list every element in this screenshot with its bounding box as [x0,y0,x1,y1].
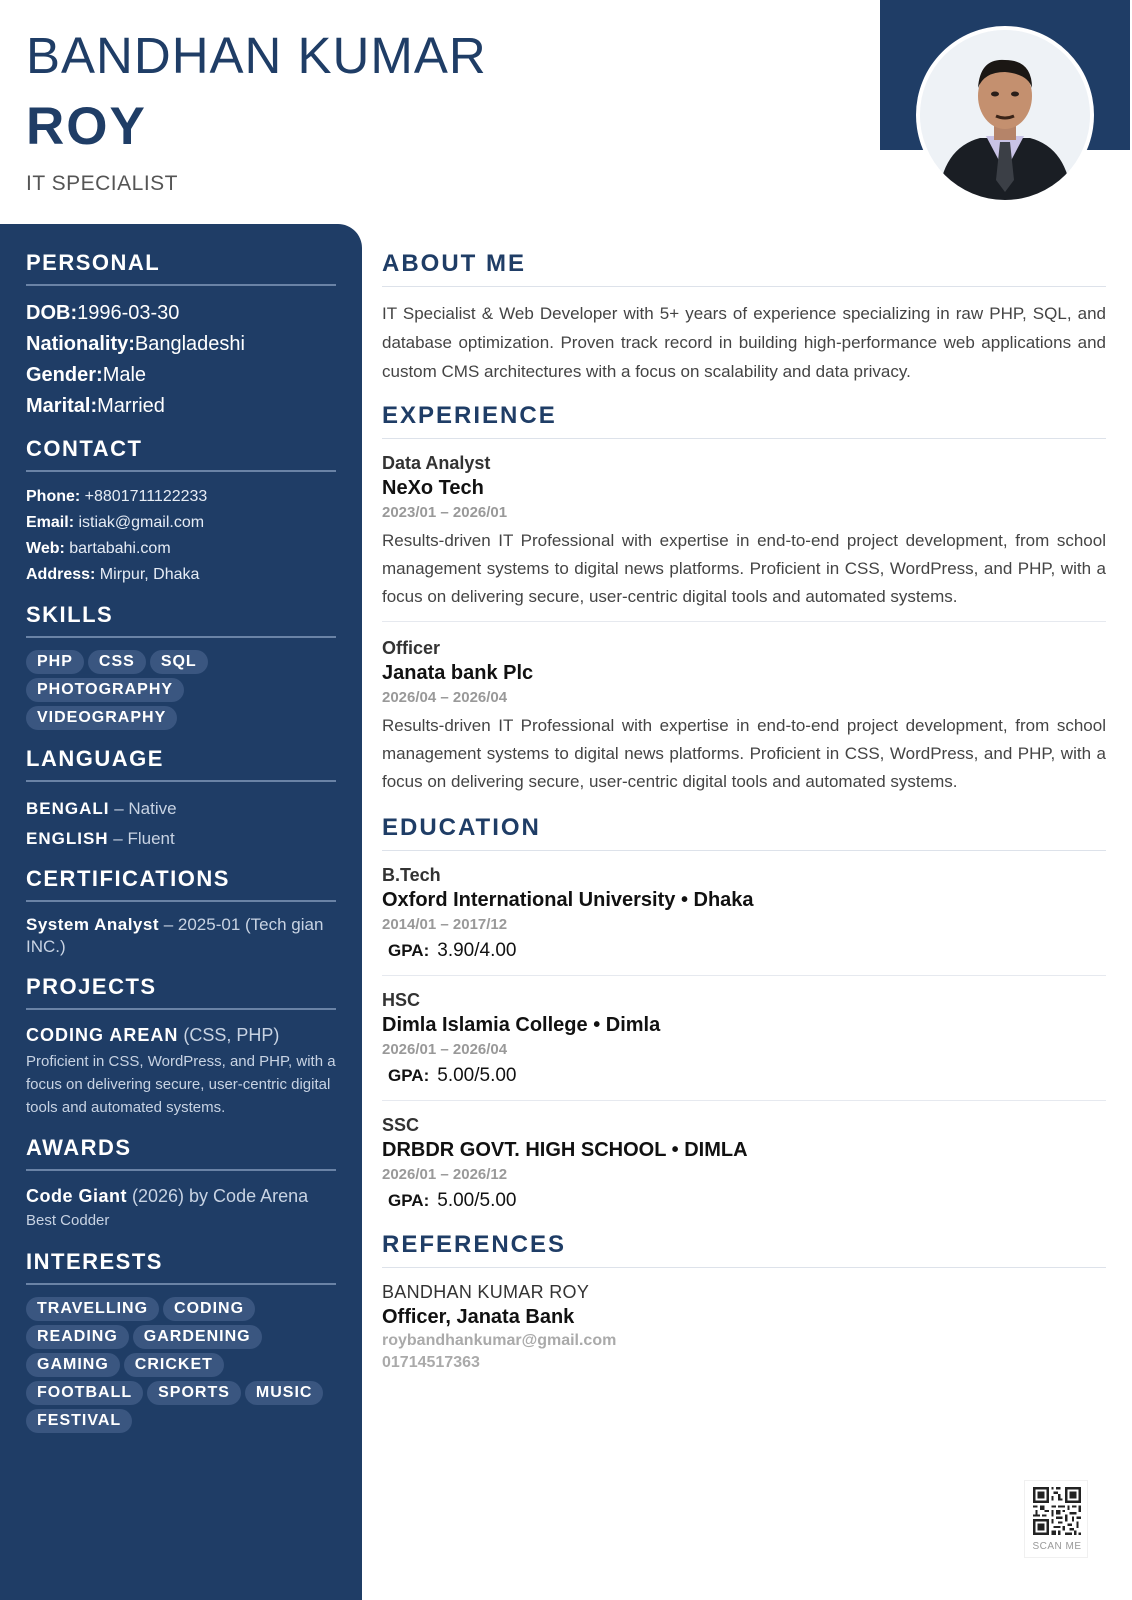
interest-chip: SPORTS [147,1381,241,1405]
skill-chip: VIDEOGRAPHY [26,706,177,730]
references-section [382,1231,1106,1374]
contact-phone: Phone: +8801711122233 [26,488,208,505]
skills-heading: SKILLS [26,602,336,638]
education-degree: HSC [382,990,421,1010]
main-content [382,250,1106,1374]
name-first: BANDHAN KUMAR [26,27,487,84]
language-section [26,746,336,854]
education-degree: B.Tech [382,865,441,885]
qr-code-icon [1033,1487,1081,1535]
experience-org: NeXo Tech [382,477,484,499]
skill-chip: CSS [88,650,146,674]
interest-chip: FESTIVAL [26,1409,132,1433]
experience-item [382,636,1106,806]
education-dates: 2026/01 – 2026/12 [382,1166,508,1183]
personal-section [26,250,336,422]
experience-description: Results-driven IT Professional with expertise in end-to-end project development, from school management systems to digital news platforms. Proficient in CSS, WordPress, and PHP, with a focus on delivering secure, user-centric digital tools and automated systems. [382,716,1106,791]
experience-heading: EXPERIENCE [382,402,1106,439]
personal-heading: PERSONAL [26,250,336,286]
language-item: BENGALI – Native [26,799,177,818]
qr-code-block[interactable] [1024,1480,1088,1558]
certifications-section [26,866,336,958]
interests-list [26,1297,336,1433]
interests-heading: INTERESTS [26,1249,336,1285]
interest-chip: READING [26,1325,129,1349]
references-heading: REFERENCES [382,1231,1106,1268]
experience-dates: 2023/01 – 2026/01 [382,504,508,521]
certification-item: System Analyst – 2025-01 (Tech gian INC.) [26,915,324,956]
about-section [382,250,1106,386]
interest-chip: MUSIC [245,1381,324,1405]
personal-gender: Gender:Male [26,364,147,386]
reference-name: BANDHAN KUMAR ROY [382,1282,590,1302]
education-gpa: GPA: 5.00/5.00 [388,1190,517,1211]
project-title: CODING AREAN (CSS, PHP) [26,1025,280,1045]
experience-dates: 2026/04 – 2026/04 [382,689,508,706]
education-dates: 2026/01 – 2026/04 [382,1041,508,1058]
education-section [382,814,1106,1225]
education-school: Oxford International University • Dhaka [382,889,754,911]
award-title: Code Giant (2026) by Code Arena [26,1186,309,1206]
projects-section [26,974,336,1119]
award-subtitle: Best Codder [26,1212,110,1229]
certifications-heading: CERTIFICATIONS [26,866,336,902]
education-school: Dimla Islamia College • Dimla [382,1014,661,1036]
job-title: IT SPECIALIST [26,172,178,195]
awards-section [26,1135,336,1233]
experience-description: Results-driven IT Professional with expertise in end-to-end project development, from school management systems to digital news platforms. Proficient in CSS, WordPress, and PHP, with a focus on delivering secure, user-centric digital tools and automated systems. [382,531,1106,606]
interest-chip: TRAVELLING [26,1297,159,1321]
skill-chip: PHOTOGRAPHY [26,678,184,702]
interest-chip: GAMING [26,1353,120,1377]
skills-section [26,602,336,730]
reference-email[interactable]: roybandhankumar@gmail.com [382,1332,617,1349]
skills-list [26,650,336,730]
profile-photo [920,30,1090,200]
education-heading: EDUCATION [382,814,1106,851]
education-gpa: GPA: 5.00/5.00 [388,1065,517,1086]
skill-chip: PHP [26,650,84,674]
qr-label: SCAN ME [1032,1541,1082,1552]
skill-chip: SQL [150,650,208,674]
projects-heading: PROJECTS [26,974,336,1010]
experience-section [382,402,1106,806]
education-dates: 2014/01 – 2017/12 [382,916,508,933]
contact-address: Address: Mirpur, Dhaka [26,566,200,583]
education-gpa: GPA: 3.90/4.00 [388,940,517,961]
experience-item [382,451,1106,622]
project-description: Proficient in CSS, WordPress, and PHP, with a focus on delivering secure, user-centric digital tools and automated systems. [26,1053,336,1116]
experience-role: Data Analyst [382,453,491,473]
personal-dob: DOB:1996-03-30 [26,302,180,324]
interest-chip: CODING [163,1297,255,1321]
about-text: IT Specialist & Web Developer with 5+ years of experience specializing in raw PHP, SQL, and database optimization. Proven track record in building high-performance web applications and custom CMS architectures with a focus on scalability and data privacy. [382,304,1106,381]
education-school: DRBDR GOVT. HIGH SCHOOL • DIMLA [382,1139,748,1161]
interests-section [26,1249,336,1433]
reference-role: Officer, Janata Bank [382,1306,575,1328]
about-heading: ABOUT ME [382,250,1106,287]
interest-chip: CRICKET [124,1353,224,1377]
interest-chip: FOOTBALL [26,1381,143,1405]
education-item [382,988,1106,1101]
contact-section [26,436,336,588]
education-item [382,863,1106,976]
language-heading: LANGUAGE [26,746,336,782]
education-degree: SSC [382,1115,420,1135]
contact-web[interactable]: Web: bartabahi.com [26,540,171,557]
contact-heading: CONTACT [26,436,336,472]
name-last: ROY [26,97,147,156]
education-item [382,1113,1106,1225]
experience-role: Officer [382,638,441,658]
personal-marital: Marital:Married [26,395,165,417]
person-portrait-icon [920,30,1090,200]
personal-nationality: Nationality:Bangladeshi [26,333,245,355]
language-item: ENGLISH – Fluent [26,829,175,848]
awards-heading: AWARDS [26,1135,336,1171]
interest-chip: GARDENING [133,1325,262,1349]
sidebar [0,224,362,1600]
contact-email[interactable]: Email: istiak@gmail.com [26,514,205,531]
experience-org: Janata bank Plc [382,662,534,684]
reference-phone: 01714517363 [382,1354,480,1371]
